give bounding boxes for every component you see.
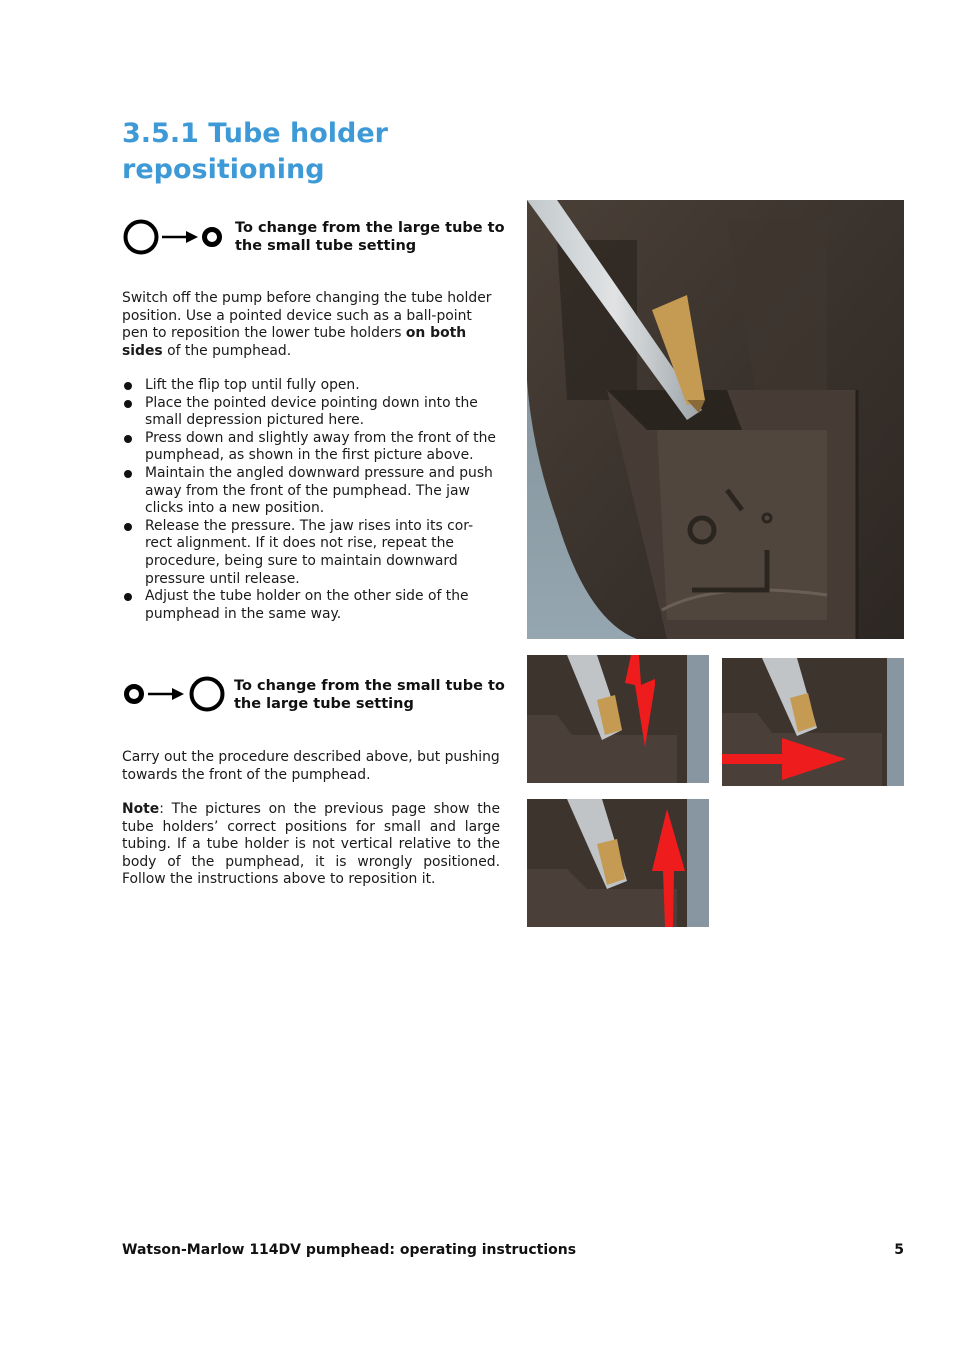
large-tube-ring-icon — [126, 222, 157, 253]
intro-end-text: of the pumphead. — [162, 342, 292, 359]
small-to-large-icons — [122, 675, 232, 715]
note-label: Note — [122, 801, 160, 817]
list-item: Release the pressure. The jaw rises into its cor-rect alignment. If it does not rise, repeat the procedure, being sure to maintain downward pressure until release. — [122, 518, 500, 588]
section-heading-small-to-large: To change from the small tube to the large tube setting — [234, 678, 505, 712]
large-to-small-icons — [122, 218, 232, 258]
step-photo-press-down — [527, 655, 709, 783]
note-paragraph — [122, 801, 500, 889]
steps-list — [122, 377, 500, 623]
list-item: Adjust the tube holder on the other side of the pumphead in the same way. — [122, 588, 500, 623]
intro-text: Switch off the pump before changing the tube holder position. Use a pointed device such as a ball-point pen to reposition the lower tube holders — [122, 290, 492, 342]
step-photo-release — [527, 799, 709, 927]
intro-bold-text: on both sides — [122, 325, 467, 359]
note-text: : The pictures on the previous page show the tube holders’ correct positions for small and large tubing. If a tube holder is not vertical relative to the body of the pumphead, it is wrongly positioned. Follow the instructions above to reposition it. — [122, 801, 500, 888]
page-title: 3.5.1 Tube holder repositioning — [122, 118, 388, 185]
footer-title: Watson-Marlow 114DV pumphead: operating instructions — [122, 1242, 577, 1258]
list-item: Lift the flip top until fully open. — [122, 377, 500, 395]
list-item: Press down and slightly away from the front of the pumphead, as shown in the first picture above. — [122, 430, 500, 465]
step-photo-push-away — [722, 658, 904, 786]
large-tube-ring-icon — [192, 679, 223, 710]
small-tube-ring-icon — [205, 230, 220, 245]
arrow-right-icon — [162, 231, 198, 243]
page-number: 5 — [894, 1242, 904, 1258]
list-item: Place the pointed device pointing down into the small depression pictured here. — [122, 395, 500, 430]
arrow-right-icon — [148, 688, 184, 700]
intro-paragraph — [122, 290, 500, 360]
small-tube-ring-icon — [127, 687, 142, 702]
pumphead-photo — [527, 200, 904, 639]
section-heading-large-to-small: To change from the large tube to the small tube setting — [235, 220, 505, 254]
list-item: Maintain the angled downward pressure and push away from the front of the pumphead. The jaw clicks into a new position. — [122, 465, 500, 518]
small-to-large-paragraph: Carry out the procedure described above, but pushing towards the front of the pumphead. — [122, 749, 500, 783]
